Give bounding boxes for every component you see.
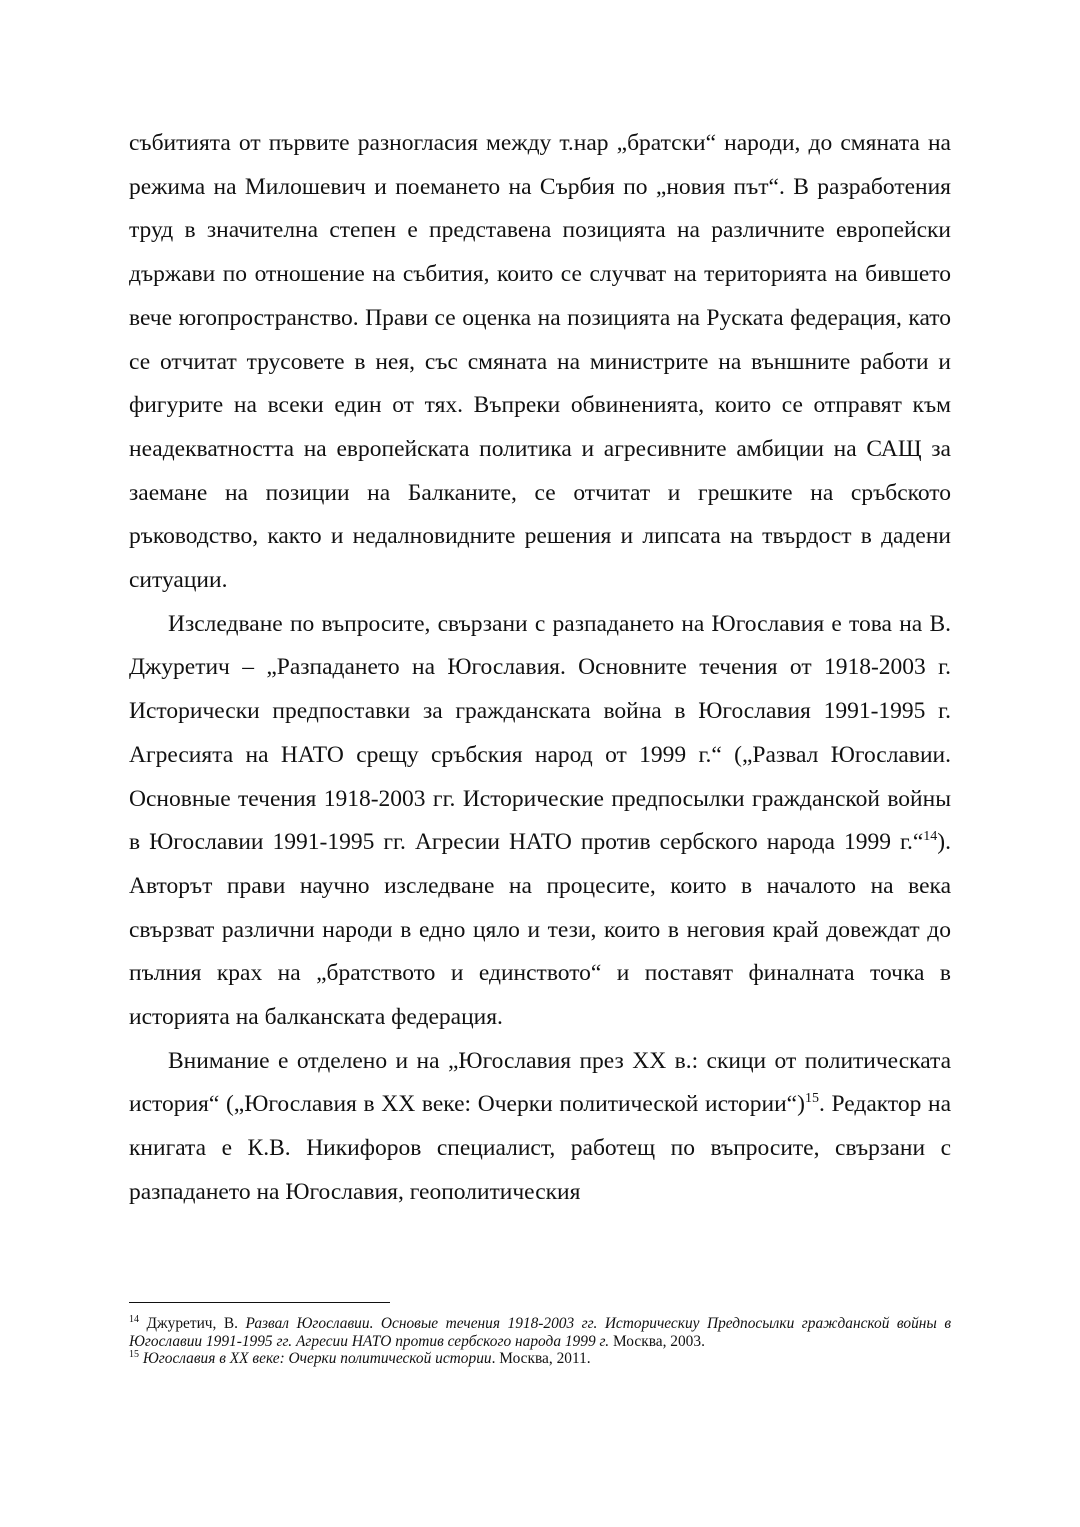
footnote-number: 15	[129, 1349, 139, 1361]
document-body	[129, 122, 951, 1215]
paragraph-2-text-start: Изследване по въпросите, свързани с разпадането на Югославия е това на В. Джуретич – „Разпадането на Югославия. Основните течения от 1918-2003 г. Исторически предпоставки за гражданската война в Югославия 1991-1995 г. Агресията на НАТО срещу сръбския народ от 1999 г.“ („Развал Югославии. Основные течения 1918-2003 гг. Исторические предпосылки гражданской войны в Югославии 1991-1995 гг. Агресии НАТО против сербского народа 1999 г.“	[129, 610, 951, 856]
footnote-number: 14	[129, 1314, 139, 1325]
footnote-publisher: Москва, 2003.	[609, 1332, 705, 1350]
paragraph-3	[129, 1040, 951, 1215]
paragraph-3-text-start: Внимание е отделено и на „Югославия през XX в.: скици от политическата история“ („Югославия в XX веке: Очерки политической истории“)	[129, 1047, 951, 1118]
paragraph-2-text-end: ). Авторът прави научно изследване на процесите, които в началото на века свързват различни народи в едно цяло и тези, които в неговия край довеждат до пълния крах на „братството и единството“ и поставят финалната точка в историята на балканската федерация.	[129, 829, 951, 1031]
footnote-14	[129, 1315, 951, 1350]
footnote-publisher: . Москва, 2011.	[491, 1350, 591, 1368]
footnote-title: Югославия в XX веке: Очерки политической истории	[142, 1350, 492, 1368]
footnote-title: Развал Югославии. Основые течения 1918-2003 гг. Историческиу Предпосылки гражданской войны в Югославии 1991-1995 гг. Агресии НАТО против сербского народа 1999 г.	[129, 1315, 952, 1350]
footnote-author: Джуретич, В.	[139, 1315, 246, 1332]
paragraph-2	[129, 603, 951, 1040]
footnote-ref-14[interactable]: 14	[923, 829, 938, 845]
footnote-separator	[129, 1302, 390, 1303]
paragraph-1	[129, 122, 951, 603]
footnote-ref-15[interactable]: 15	[804, 1091, 819, 1107]
paragraph-1-text: събитията от първите разногласия между т.нар „братски“ народи, до смяната на режима на Милошевич и поемането на Сърбия по „новия път“. В разработения труд в значителна степен е представена позицията на различните европейски държави по отношение на събития, които се случват на територията на бившето вече югопространство. Прави се оценка на позицията на Руската федерация, като се отчитат трусовете в нея, със смяната на министрите на външните работи и фигурите на всеки един от тях. Въпреки обвиненията, които се отправят към неадекватността на европейската политика и агресивните амбиции на САЩ за заемане на позиции на Балканите, се отчитат и грешките на сръбското ръководство, както и недалновидните решения и липсата на твърдост в дадени ситуации.	[129, 130, 951, 594]
footnotes-section	[129, 1302, 951, 1368]
paragraph-3-text-end: . Редактор на книгата е К.В. Никифоров специалист, работещ по въпросите, свързани с разпадането на Югославия, геополитическия	[129, 1091, 952, 1205]
footnote-15	[129, 1350, 951, 1368]
